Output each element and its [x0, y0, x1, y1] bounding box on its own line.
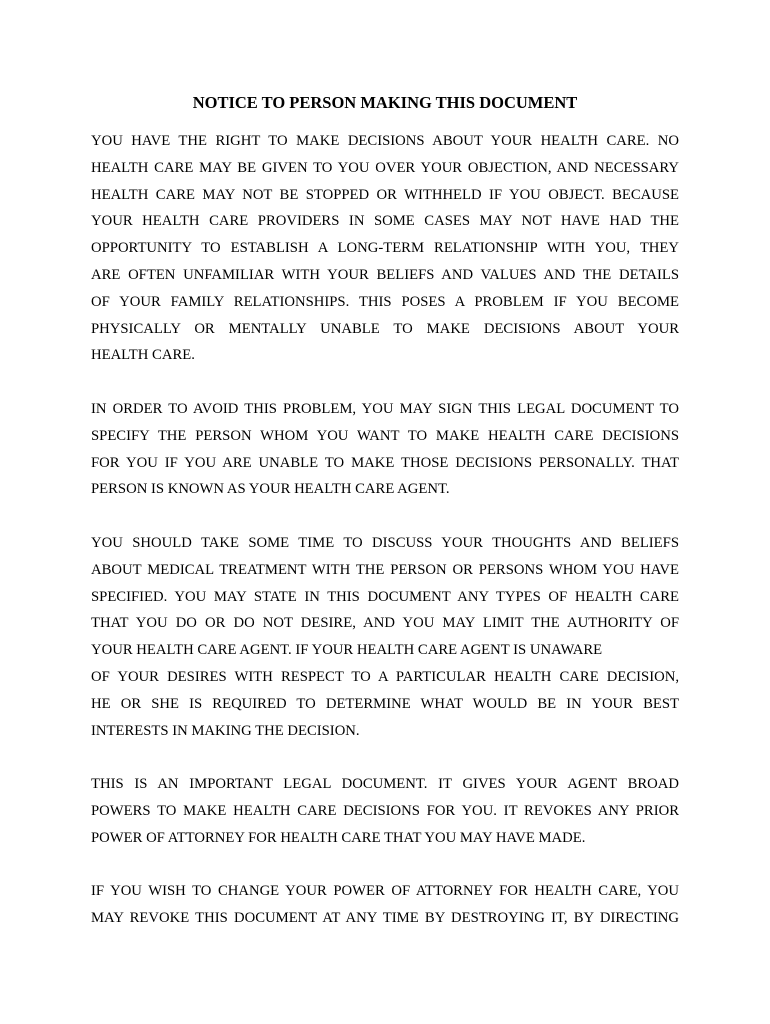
text-line: POWERS TO MAKE HEALTH CARE DECISIONS FOR YOU. IT REVOKES ANY PRIOR — [91, 803, 679, 819]
text-line: YOU SHOULD TAKE SOME TIME TO DISCUSS YOUR THOUGHTS AND BELIEFS — [91, 535, 679, 551]
text-line: FOR YOU IF YOU ARE UNABLE TO MAKE THOSE DECISIONS PERSONALLY. THAT — [91, 454, 679, 471]
text-line: IN ORDER TO AVOID THIS PROBLEM, YOU MAY SIGN THIS LEGAL DOCUMENT TO — [91, 401, 679, 417]
text-line: ARE OFTEN UNFAMILIAR WITH YOUR BELIEFS AND VALUES AND THE DETAILS — [91, 267, 679, 283]
text-line: OPPORTUNITY TO ESTABLISH A LONG-TERM RELATIONSHIP WITH YOU, THEY — [91, 240, 679, 257]
text-line: PHYSICALLY OR MENTALLY UNABLE TO MAKE DECISIONS ABOUT YOUR — [91, 320, 679, 337]
text-line: HEALTH CARE. — [91, 347, 195, 364]
text-line: ABOUT MEDICAL TREATMENT WITH THE PERSON OR PERSONS WHOM YOU HAVE — [91, 561, 679, 578]
text-line: YOUR HEALTH CARE AGENT. IF YOUR HEALTH CARE AGENT IS UNAWARE — [91, 642, 603, 659]
text-line: PERSON IS KNOWN AS YOUR HEALTH CARE AGENT. — [91, 481, 450, 498]
text-line: POWER OF ATTORNEY FOR HEALTH CARE THAT YOU MAY HAVE MADE. — [91, 829, 586, 846]
text-line: THAT YOU DO OR DO NOT DESIRE, AND YOU MAY LIMIT THE AUTHORITY OF — [91, 615, 679, 632]
text-line: OF YOUR FAMILY RELATIONSHIPS. THIS POSES A PROBLEM IF YOU BECOME — [91, 293, 679, 310]
text-line: MAY REVOKE THIS DOCUMENT AT ANY TIME BY DESTROYING IT, BY DIRECTING — [91, 910, 679, 927]
text-line: SPECIFIED. YOU MAY STATE IN THIS DOCUMENT ANY TYPES OF HEALTH CARE — [91, 588, 679, 605]
text-line: HE OR SHE IS REQUIRED TO DETERMINE WHAT WOULD BE IN YOUR BEST — [91, 695, 679, 712]
text-line: SPECIFY THE PERSON WHOM YOU WANT TO MAKE HEALTH CARE DECISIONS — [91, 427, 679, 444]
text-line: YOU HAVE THE RIGHT TO MAKE DECISIONS ABOUT YOUR HEALTH CARE. NO — [91, 133, 679, 149]
text-line: THIS IS AN IMPORTANT LEGAL DOCUMENT. IT GIVES YOUR AGENT BROAD — [91, 776, 679, 793]
text-line: IF YOU WISH TO CHANGE YOUR POWER OF ATTORNEY FOR HEALTH CARE, YOU — [91, 883, 679, 900]
text-line: YOUR HEALTH CARE PROVIDERS IN SOME CASES MAY NOT HAVE HAD THE — [91, 213, 679, 230]
text-line: HEALTH CARE MAY NOT BE STOPPED OR WITHHELD IF YOU OBJECT. BECAUSE — [91, 186, 679, 203]
text-line: HEALTH CARE MAY BE GIVEN TO YOU OVER YOUR OBJECTION, AND NECESSARY — [91, 159, 679, 176]
text-line: INTERESTS IN MAKING THE DECISION. — [91, 722, 360, 739]
page-title: NOTICE TO PERSON MAKING THIS DOCUMENT — [192, 93, 578, 112]
text-line: OF YOUR DESIRES WITH RESPECT TO A PARTICULAR HEALTH CARE DECISION, — [91, 669, 679, 685]
